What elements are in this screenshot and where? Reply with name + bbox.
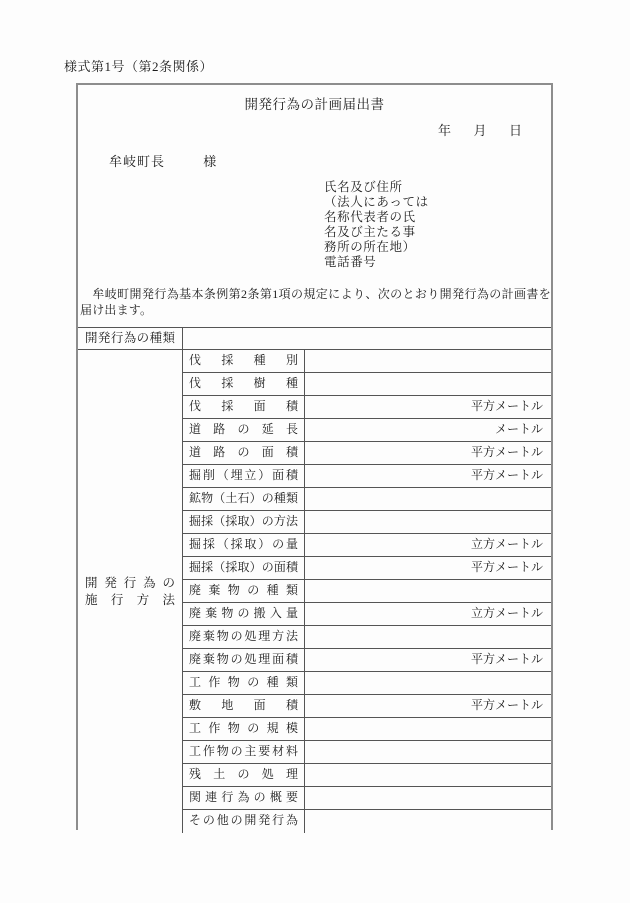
row-label: 伐採種別 [183,350,305,372]
date-line [438,120,522,139]
row-label: 掘採（採取）の面積 [183,557,305,579]
row-label: 鉱物（土石）の種類 [183,488,305,510]
row-unit-label: 立方メートル [470,537,543,551]
form-outer-box [76,83,553,830]
table-row [183,534,551,557]
row-value-cell [305,626,551,648]
row-label: 掘採（採取）の量 [183,534,305,556]
row-value-cell [305,718,551,740]
row-label: 伐採樹種 [183,373,305,395]
row-value-cell [305,764,551,786]
table-row [183,419,551,442]
row-value-cell [305,580,551,602]
development-table [78,327,551,833]
row-label: 廃棄物の処理方法 [183,626,305,648]
applicant-label-block [324,180,429,270]
row-value-cell [305,442,551,464]
row-label: 関連行為の概要 [183,787,305,809]
row-label: 敷地面積 [183,695,305,717]
row-unit-label: 平方メートル [470,698,543,712]
table-row [183,672,551,695]
applicant-line: 務所の所在地） [324,240,416,254]
row-unit-label: 立方メートル [470,606,543,620]
row-value-cell [305,373,551,395]
date-month-label: 月 [473,123,487,138]
table-row [183,695,551,718]
kind-row-label: 開発行為の種類 [78,328,183,349]
row-unit-label: 平方メートル [470,652,543,666]
row-value-cell [305,603,551,625]
row-value-cell [305,534,551,556]
form-number: 様式第1号（第2条関係） [64,59,214,74]
document-title: 開発行為の計画届出書 [244,97,385,112]
table-row [183,557,551,580]
applicant-line: 電話番号 [324,255,377,269]
row-value-cell [305,557,551,579]
date-year-label: 年 [438,123,452,138]
table-row [183,764,551,787]
table-row [183,718,551,741]
row-value-cell [305,810,551,833]
row-label: 残土の処理 [183,764,305,786]
row-label: 廃棄物の搬入量 [183,603,305,625]
row-label: 伐採面積 [183,396,305,418]
table-row [183,373,551,396]
row-value-cell [305,741,551,763]
method-rows [183,350,551,833]
row-value-cell [305,465,551,487]
row-value-cell [305,672,551,694]
table-row [183,603,551,626]
row-label: 道路の面積 [183,442,305,464]
applicant-line: （法人にあっては [324,195,429,209]
row-value-cell [305,649,551,671]
row-label: 工作物の主要材料 [183,741,305,763]
table-row [183,741,551,764]
applicant-line: 氏名及び住所 [324,180,403,194]
intro-paragraph: 牟岐町開発行為基本条例第2条第1項の規定により、次のとおり開発行為の計画書を届け出ます。 [80,287,551,317]
row-unit-label: メートル [494,422,543,436]
row-label: 廃棄物の処理面積 [183,649,305,671]
table-row [183,511,551,534]
table-row [183,488,551,511]
row-value-cell [305,488,551,510]
table-row [183,810,551,833]
method-label-line2: 施行方法 [85,592,175,607]
row-label: 工作物の種類 [183,672,305,694]
row-value-cell [305,419,551,441]
row-value-cell [305,695,551,717]
table-row [183,580,551,603]
table-row [183,442,551,465]
row-value-cell [305,787,551,809]
applicant-line: 名及び主たる事 [324,225,416,239]
row-unit-label: 平方メートル [470,399,543,413]
addressee-line [109,151,217,170]
row-value-cell [305,511,551,533]
table-row [183,626,551,649]
table-row [183,350,551,373]
addressee-honorific: 様 [203,154,218,169]
table-row [183,396,551,419]
row-value-cell [305,396,551,418]
method-section-label [78,350,183,833]
kind-row-value [183,328,551,349]
method-label-line1: 開発行為の [85,575,175,590]
row-unit-label: 平方メートル [470,560,543,574]
row-label: その他の開発行為 [183,810,305,833]
kind-row [78,327,551,350]
row-unit-label: 平方メートル [470,445,543,459]
row-label: 廃棄物の種類 [183,580,305,602]
addressee-name: 牟岐町長 [109,154,166,169]
applicant-line: 名称代表者の氏 [324,210,416,224]
row-unit-label: 平方メートル [470,468,543,482]
row-label: 工作物の規模 [183,718,305,740]
table-row [183,787,551,810]
row-value-cell [305,350,551,372]
table-row [183,465,551,488]
date-day-label: 日 [508,123,522,138]
method-section [78,350,551,833]
row-label: 掘採（採取）の方法 [183,511,305,533]
table-row [183,649,551,672]
row-label: 掘削（埋立）面積 [183,465,305,487]
row-label: 道路の延長 [183,419,305,441]
